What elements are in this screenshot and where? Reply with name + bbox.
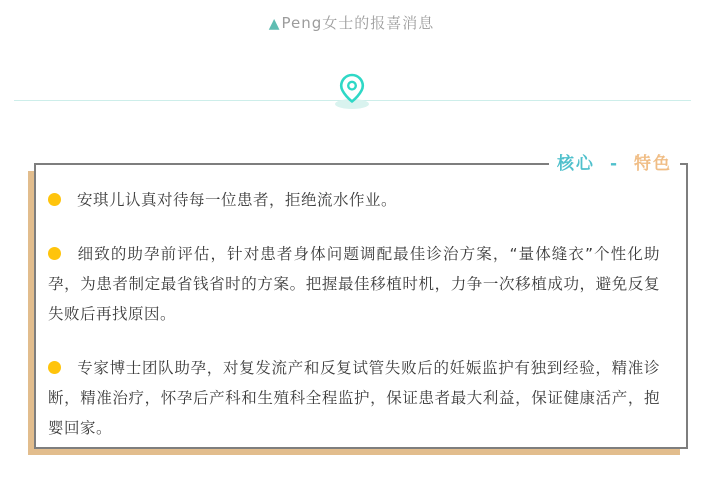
tag-separator: - <box>609 154 619 174</box>
triangle-icon: ▲ <box>268 16 281 32</box>
bullet-dot-icon <box>48 193 61 206</box>
bullet-item <box>48 185 660 215</box>
bullet-text: 专家博士团队助孕，对复发流产和反复试管失败后的妊娠监护有独到经验，精准诊断，精准治疗，怀孕后产科和生殖科全程监护，保证患者最大利益，保证健康活产，抱婴回家。 <box>48 359 660 437</box>
page-caption <box>0 12 703 33</box>
caption-text: Peng女士的报喜消息 <box>281 14 435 32</box>
bullet-dot-icon <box>48 361 61 374</box>
bullet-dot-icon <box>48 247 61 260</box>
bullet-text: 安琪儿认真对待每一位患者，拒绝流水作业。 <box>77 191 398 209</box>
tag-core-label: 核心 <box>556 154 595 174</box>
info-card <box>34 154 688 449</box>
bullet-item <box>48 239 660 329</box>
tag-feature-label: 特色 <box>634 154 672 174</box>
card-corner-tag <box>549 150 680 178</box>
bullet-item <box>48 353 660 443</box>
location-pin-icon <box>330 68 374 110</box>
bullet-text: 细致的助孕前评估，针对患者身体问题调配最佳诊治方案，“量体缝衣”个性化助孕，为患者制定最省钱省时的方案。把握最佳移植时机，力争一次移植成功，避免反复失败后再找原因。 <box>48 245 660 323</box>
